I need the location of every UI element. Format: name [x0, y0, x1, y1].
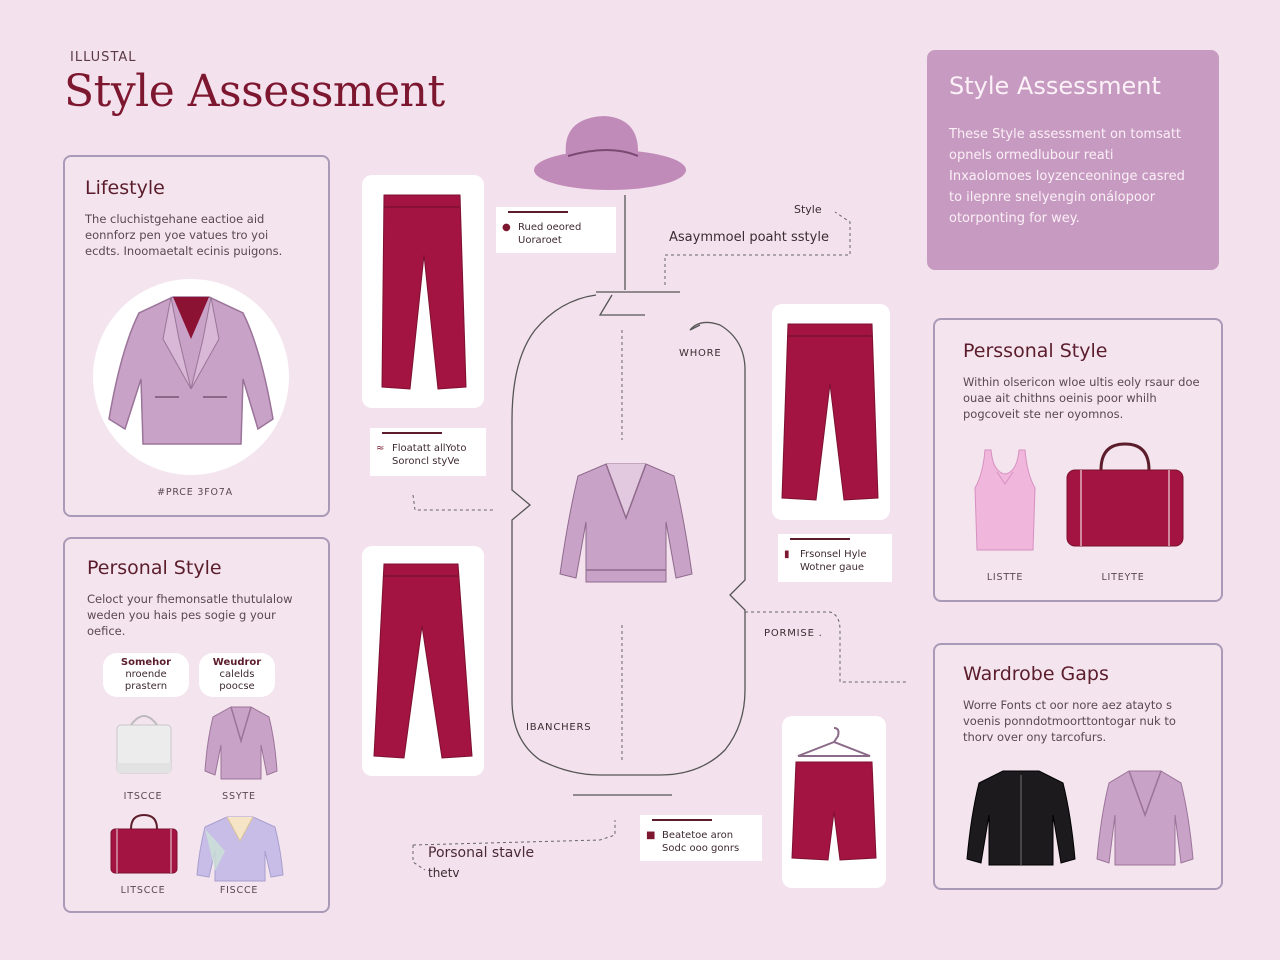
- asym-label: Asaymmoel poaht sstyle: [669, 230, 829, 245]
- pill-weudror: [199, 653, 275, 697]
- pill-somehor: [103, 653, 189, 697]
- pastel-shirt-icon: [195, 811, 285, 883]
- center-blazer-icon: [556, 458, 696, 588]
- eyebrow-label: ILLUSTAL: [70, 50, 137, 65]
- shorts-on-hanger-icon: [782, 716, 886, 888]
- red-duffel-bag-icon: [1061, 440, 1189, 548]
- hero-body: These Style assessment on tomsatt opnels ormedlubour reati Inxaolomoes loyzenceoninge casred to ilepnre snelyengin onálopoor otorponting for wey.: [949, 127, 1185, 226]
- trousers-tile-right: [772, 304, 890, 520]
- red-trousers-icon: [362, 175, 484, 408]
- red-straight-trousers-icon: [772, 304, 890, 520]
- pin-icon: ●: [502, 222, 511, 233]
- note-frsonsel-line2: Wotner gaue: [800, 562, 865, 573]
- lavender-blazer-icon: [93, 279, 289, 475]
- note-frsonsel-line1: Frsonsel Hyle: [800, 549, 867, 560]
- caption-listte: LISTTE: [986, 572, 1024, 583]
- bottom-label-line2: thetv: [428, 866, 460, 880]
- trousers-tile-top: [362, 175, 484, 408]
- pill-somehor-label: Somehor: [120, 657, 172, 668]
- personal-style-right-card: [933, 318, 1223, 602]
- black-jacket-icon: [965, 765, 1077, 871]
- pink-tank-top-icon: [963, 444, 1047, 554]
- lifestyle-card: [63, 155, 330, 517]
- pill-weudror-text: calelds poocse: [219, 669, 255, 692]
- personal-style-left-title: Personal Style: [87, 557, 222, 579]
- caption-itscce: ITSCCE: [123, 791, 163, 802]
- note-beatetoe-line2: Sodc ooo gonrs: [662, 843, 740, 854]
- wave-icon: ≈: [376, 443, 385, 454]
- lifestyle-title: Lifestyle: [85, 177, 165, 199]
- label-works: WHORE: [679, 348, 722, 359]
- hero-title: Style Assessment: [949, 72, 1161, 100]
- personal-style-left-body: Celoct your fhemonsatle thutulalow weden you hais pes sogie g your oefice.: [87, 592, 293, 638]
- caption-litscce: LITSCCE: [120, 885, 166, 896]
- pill-weudror-label: Weudror: [212, 657, 262, 668]
- personal-style-right-title: Perssonal Style: [963, 340, 1108, 362]
- note-rued-line1: Rued oeored: [518, 222, 582, 233]
- caption-fiscce: FISCCE: [219, 885, 259, 896]
- hat-icon: [530, 112, 690, 202]
- shorts-tile: [782, 716, 886, 888]
- note-frsonsel: [778, 534, 892, 582]
- lifestyle-caption: #PRCE 3FO7A: [157, 487, 233, 498]
- note-rued: [496, 207, 616, 253]
- note-floatatt-line1: Floatatt allYoto: [392, 443, 467, 454]
- caption-liteyte: LITEYTE: [1101, 572, 1145, 583]
- trousers-tile-bottom: [362, 546, 484, 776]
- pink-jacket-icon: [203, 701, 279, 783]
- pill-somehor-text: nroende prastern: [124, 669, 168, 692]
- style-tag: Style: [794, 203, 822, 216]
- page-title: Style Assessment: [64, 66, 445, 117]
- wardrobe-gaps-body: Worre Fonts ct oor nore aez atayto s voenis ponndotmoorttontogar nuk to thorv over ony tarcofurs.: [963, 698, 1176, 744]
- label-promise: PORMISE .: [764, 628, 823, 639]
- label-branches: IBANCHERS: [526, 722, 592, 733]
- personal-style-right-body: Within olsericon wloe ultis eoly rsaur doe ouae ait chithns oeinis poor whilh pogcoveit ste ner oyomnos.: [963, 375, 1200, 421]
- note-floatatt: [370, 428, 486, 476]
- hero-card: [927, 50, 1219, 270]
- lifestyle-body: The cluchistgehane eactioe aid eonnforz pen yoe vatues tro yoi ecdts. Inoomaetalt ecinis puigons.: [85, 212, 283, 258]
- white-tote-icon: [109, 707, 179, 777]
- red-wide-trousers-icon: [362, 546, 484, 776]
- red-handbag-icon: [107, 813, 181, 877]
- note-beatetoe: [640, 815, 762, 861]
- personal-style-left-card: [63, 537, 330, 913]
- bottom-label-line1: Porsonal stavle: [428, 845, 535, 861]
- lavender-jacket-icon: [1095, 765, 1195, 871]
- note-floatatt-line2: Soroncl styVe: [392, 456, 460, 467]
- note-beatetoe-line1: Beatetoe aron: [662, 830, 734, 841]
- wardrobe-gaps-title: Wardrobe Gaps: [963, 663, 1109, 685]
- box-icon: ■: [646, 830, 656, 841]
- note-rued-line2: Uoraroet: [518, 235, 562, 246]
- blazer-circle: [93, 279, 289, 475]
- caption-ssyte: SSYTE: [222, 791, 256, 802]
- wardrobe-gaps-card: [933, 643, 1223, 890]
- bottle-icon: ▮: [784, 549, 790, 560]
